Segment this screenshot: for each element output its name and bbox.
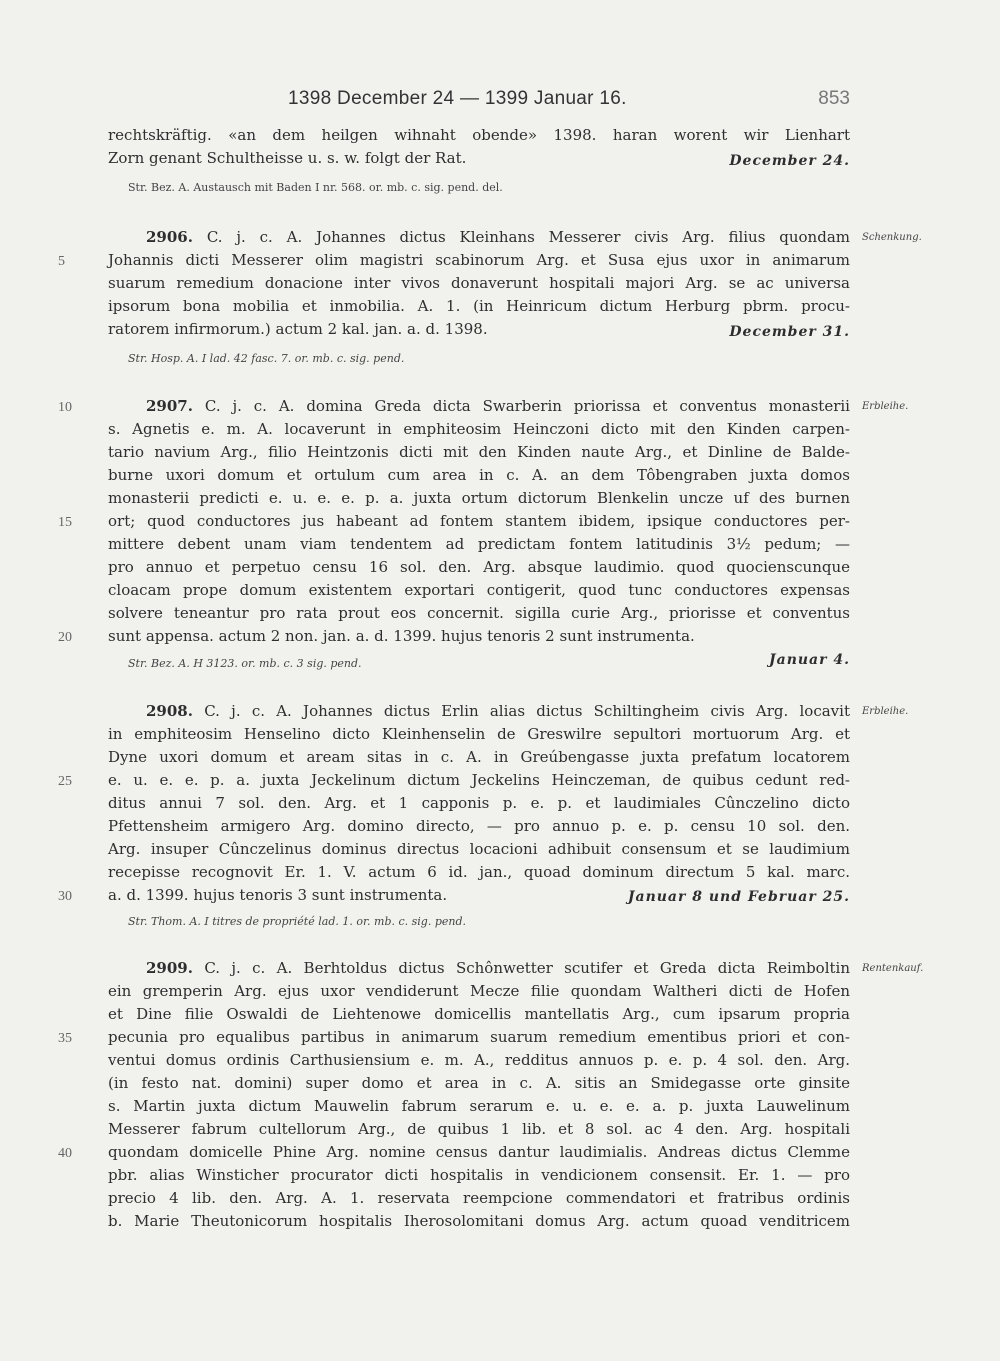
line-number: 40	[58, 1146, 72, 1161]
text-line: precio 4 lib. den. Arg. A. 1. reservata reempcione commendatori et fratribus ordinis	[108, 1189, 850, 1207]
text-line: rechtskräftig. «an dem heilgen wihnaht obende» 1398. haran worent wir Lienhart	[108, 126, 850, 144]
entry-first-line	[146, 700, 850, 723]
text-line: ipsorum bona mobilia et inmobilia. A. 1. (in Heinricum dictum Herburg pbrm. procu-	[108, 297, 850, 315]
text-line: pbr. alias Winsticher procurator dicti hospitalis in vendicionem consensit. Er. 1. — pro	[108, 1166, 850, 1184]
entry-first-line	[146, 395, 850, 418]
text-line: et Dine filie Oswaldi de Liehtenowe domicellis mantellatis Arg., cum ipsarum propria	[108, 1005, 850, 1023]
text-line: ventui domus ordinis Carthusiensium e. m. A., redditus annuos p. e. p. 4 sol. den. Arg.	[108, 1051, 850, 1069]
page-number: 853	[818, 88, 850, 109]
line-number: 35	[58, 1031, 72, 1046]
text-line: b. Marie Theutonicorum hospitalis Iherosolomitani domus Arg. actum quoad venditricem	[108, 1212, 850, 1230]
text-line: sunt appensa. actum 2 non. jan. a. d. 1399. hujus tenoris 2 sunt instrumenta.	[108, 627, 695, 645]
text-line: pecunia pro equalibus partibus in animarum suarum remedium ementibus priori et con-	[108, 1028, 850, 1046]
text-line: pro annuo et perpetuo censu 16 sol. den. Arg. absque laudimio. quod quocienscunque	[108, 558, 850, 576]
text-line: suarum remedium donacione inter vivos donaverunt hospitali majori Arg. se ac universa	[108, 274, 850, 292]
line-number: 10	[58, 400, 72, 415]
source-note: Str. Thom. A. I titres de propriété lad. 1. or. mb. c. sig. pend.	[128, 915, 466, 928]
marginal-note: Rentenkauf.	[862, 963, 924, 974]
page-header	[108, 88, 850, 112]
date-tag: December 31.	[729, 324, 850, 340]
text-line: recepisse recognovit Er. 1. V. actum 6 id. jan., quoad dominum directum 5 kal. marc.	[108, 863, 850, 881]
text-line-content: C. j. c. A. Johannes dictus Erlin alias dictus Schiltingheim civis Arg. locavit	[204, 702, 850, 720]
marginal-note: Schenkung.	[862, 232, 922, 243]
text-line: cloacam prope domum existentem exportari contigerit, quod tunc conductores expensas	[108, 581, 850, 599]
source-note: Str. Bez. A. H 3123. or. mb. c. 3 sig. pend.	[128, 657, 362, 670]
entry-number: 2907.	[146, 397, 193, 415]
line-number: 20	[58, 630, 72, 645]
text-line: quondam domicelle Phine Arg. nomine census dantur laudimialis. Andreas dictus Clemme	[108, 1143, 850, 1161]
text-line-content: C. j. c. A. Johannes dictus Kleinhans Messerer civis Arg. filius quondam	[206, 228, 850, 246]
source-note: Str. Bez. A. Austausch mit Baden I nr. 568. or. mb. c. sig. pend. del.	[128, 181, 503, 194]
text-line: s. Martin juxta dictum Mauwelin fabrum serarum e. u. e. e. a. p. juxta Lauwelinum	[108, 1097, 850, 1115]
text-line: mittere debent unam viam tendentem ad predictam fontem latitudinis 3½ pedum; —	[108, 535, 850, 553]
text-line: burne uxori domum et ortulum cum area in c. A. an dem Tôbengraben juxta domos	[108, 466, 850, 484]
text-line: Arg. insuper Cûnczelinus dominus directus locacioni adhibuit consensum et se laudimium	[108, 840, 850, 858]
entry-number: 2908.	[146, 702, 193, 720]
text-line: Messerer fabrum cultellorum Arg., de quibus 1 lib. et 8 sol. ac 4 den. Arg. hospitali	[108, 1120, 850, 1138]
entry-number: 2909.	[146, 959, 193, 977]
header-title: 1398 December 24 — 1399 Januar 16.	[288, 88, 627, 109]
entry-number: 2906.	[146, 228, 193, 246]
marginal-note: Erbleihe.	[862, 706, 909, 717]
text-line: a. d. 1399. hujus tenoris 3 sunt instrumenta.	[108, 886, 448, 904]
text-line: (in festo nat. domini) super domo et area in c. A. sitis an Smidegasse orte ginsite	[108, 1074, 850, 1092]
text-line: ort; quod conductores jus habeant ad fontem stantem ibidem, ipsique conductores per-	[108, 512, 850, 530]
text-line: Pfettensheim armigero Arg. domino directo, — pro annuo p. e. p. censu 10 sol. den.	[108, 817, 850, 835]
text-line: ratorem infirmorum.) actum 2 kal. jan. a. d. 1398.	[108, 320, 488, 338]
line-number: 15	[58, 515, 72, 530]
date-tag: Januar 8 und Februar 25.	[627, 889, 850, 905]
line-number: 25	[58, 774, 72, 789]
date-tag: December 24.	[729, 153, 850, 169]
text-line: in emphiteosim Henselino dicto Kleinhenselin de Greswilre sepultori mortuorum Arg. et	[108, 725, 850, 743]
text-line: s. Agnetis e. m. A. locaverunt in emphiteosim Heinczoni dicto mit den Kinden carpen-	[108, 420, 850, 438]
date-tag: Januar 4.	[769, 652, 850, 668]
text-line: e. u. e. e. p. a. juxta Jeckelinum dictum Jeckelins Heinczeman, de quibus cedunt red-	[108, 771, 850, 789]
text-line: Dyne uxori domum et aream sitas in c. A. in Greúbengasse juxta prefatum locatorem	[108, 748, 850, 766]
text-line: monasterii predicti e. u. e. e. p. a. juxta ortum dictorum Blenkelin uncze uf des burnen	[108, 489, 850, 507]
source-note: Str. Hosp. A. I lad. 42 fasc. 7. or. mb. c. sig. pend.	[128, 352, 405, 365]
text-line: solvere teneantur pro rata prout eos concernit. sigilla curie Arg., priorisse et conventus	[108, 604, 850, 622]
text-line: Johannis dicti Messerer olim magistri scabinorum Arg. et Susa ejus uxor in animarum	[108, 251, 850, 269]
text-line: ditus annui 7 sol. den. Arg. et 1 capponis p. e. p. et laudimiales Cûnczelino dicto	[108, 794, 850, 812]
marginal-note: Erbleihe.	[862, 401, 909, 412]
line-number: 5	[58, 254, 65, 269]
text-line-content: C. j. c. A. Berhtoldus dictus Schônwetter scutifer et Greda dicta Reimboltin	[204, 959, 850, 977]
text-line-content: C. j. c. A. domina Greda dicta Swarberin priorissa et conventus monasterii	[204, 397, 850, 415]
entry-first-line	[146, 226, 850, 249]
text-line: tario navium Arg., filio Heintzonis dicti mit den Kinden naute Arg., et Dinline de Balde-	[108, 443, 850, 461]
line-number: 30	[58, 889, 72, 904]
entry-first-line	[146, 957, 850, 980]
text-line-content: Zorn genant Schultheisse u. s. w. folgt der Rat.	[108, 149, 467, 167]
text-line: ein gremperin Arg. ejus uxor vendiderunt Mecze filie quondam Waltheri dicti de Hofen	[108, 982, 850, 1000]
